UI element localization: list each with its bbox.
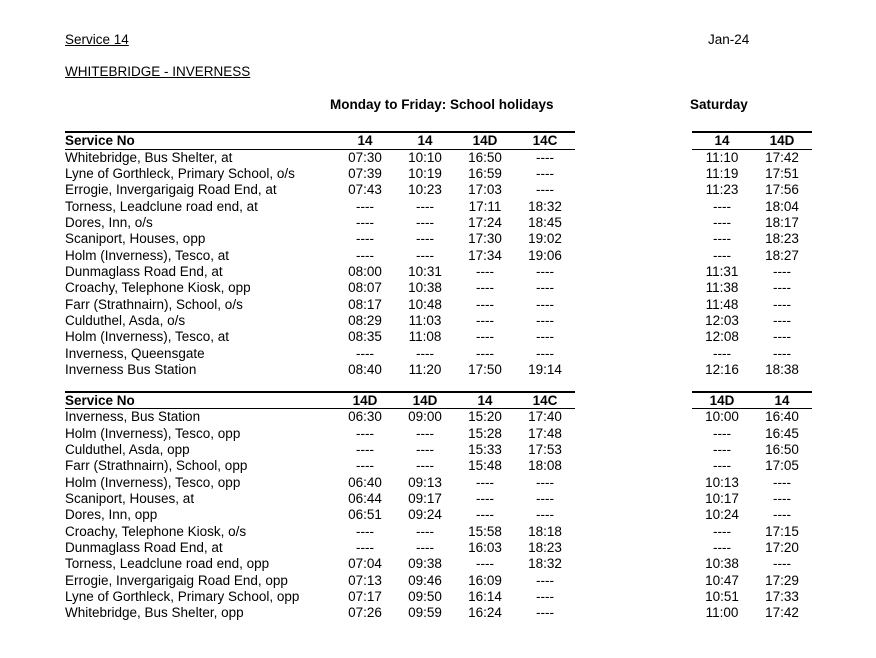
time-cell: ---- bbox=[356, 198, 374, 214]
table-gap bbox=[575, 409, 692, 425]
time-cell: 16:59 bbox=[468, 165, 502, 181]
table-gap bbox=[575, 199, 692, 215]
time-cell: 18:38 bbox=[765, 361, 799, 377]
time-cell: ---- bbox=[356, 214, 374, 230]
service-code: 14 bbox=[752, 391, 812, 410]
table-gap bbox=[575, 166, 692, 182]
table-gap bbox=[575, 182, 692, 198]
time-cell: ---- bbox=[476, 345, 494, 361]
table-gap bbox=[575, 605, 692, 621]
time-cell: 17:51 bbox=[765, 165, 799, 181]
table-gap bbox=[575, 329, 692, 345]
time-cell: 08:35 bbox=[348, 329, 382, 345]
time-cell: 07:39 bbox=[348, 165, 382, 181]
time-cell: ---- bbox=[476, 507, 494, 523]
service-code: 14 bbox=[395, 131, 455, 150]
time-cell: 17:24 bbox=[468, 214, 502, 230]
time-cell: 09:50 bbox=[408, 589, 442, 605]
table-gap bbox=[575, 313, 692, 329]
table-gap bbox=[575, 491, 692, 507]
time-cell: 11:31 bbox=[705, 263, 739, 279]
time-cell: ---- bbox=[416, 231, 434, 247]
time-cell: ---- bbox=[713, 442, 731, 457]
weekday-heading: Monday to Friday: School holidays bbox=[330, 97, 554, 112]
time-cell: 18:45 bbox=[528, 214, 562, 230]
time-cell: ---- bbox=[713, 247, 731, 263]
time-cell: 10:48 bbox=[408, 296, 442, 312]
time-cell: 16:50 bbox=[765, 442, 799, 457]
table-gap bbox=[575, 442, 692, 458]
time-cell: 11:19 bbox=[705, 165, 739, 181]
stop-name: Scaniport, Houses, at bbox=[65, 491, 195, 507]
table-gap bbox=[575, 524, 692, 540]
time-cell: ---- bbox=[773, 507, 791, 523]
stop-name: Culduthel, Asda, o/s bbox=[65, 312, 186, 328]
table-gap bbox=[575, 297, 692, 313]
time-cell: 15:58 bbox=[468, 523, 502, 539]
time-cell: 18:08 bbox=[528, 458, 562, 474]
stop-name: Inverness, Bus Station bbox=[65, 409, 201, 425]
stop-name: Lyne of Gorthleck, Primary School, o/s bbox=[65, 165, 295, 181]
time-cell: 10:19 bbox=[408, 165, 442, 181]
stop-name: Dunmaglass Road End, at bbox=[65, 540, 223, 556]
time-cell: 08:00 bbox=[348, 263, 382, 279]
time-cell: ---- bbox=[536, 589, 554, 605]
time-cell: ---- bbox=[536, 605, 554, 621]
time-cell: 06:51 bbox=[348, 507, 382, 523]
time-cell: ---- bbox=[476, 556, 494, 572]
time-cell: 09:24 bbox=[408, 507, 442, 523]
time-cell: 17:03 bbox=[468, 182, 502, 198]
time-cell: 07:30 bbox=[348, 149, 382, 165]
time-cell: 15:20 bbox=[468, 409, 502, 425]
time-cell: ---- bbox=[416, 458, 434, 474]
service-code: 14D bbox=[692, 391, 752, 410]
time-cell: 12:16 bbox=[705, 361, 739, 377]
time-cell: 16:40 bbox=[765, 409, 799, 425]
time-cell: ---- bbox=[536, 345, 554, 361]
stop-name: Errogie, Invergarigaig Road End, at bbox=[65, 182, 277, 198]
time-cell: 07:04 bbox=[348, 556, 382, 572]
time-cell: ---- bbox=[476, 280, 494, 296]
table-gap bbox=[575, 280, 692, 296]
time-cell: ---- bbox=[416, 442, 434, 457]
time-cell: ---- bbox=[773, 280, 791, 296]
time-cell: 09:17 bbox=[408, 491, 442, 507]
time-cell: ---- bbox=[536, 165, 554, 181]
time-cell: ---- bbox=[536, 572, 554, 588]
time-cell: ---- bbox=[713, 540, 731, 556]
table-gap bbox=[575, 150, 692, 166]
time-cell: 18:27 bbox=[765, 247, 799, 263]
time-cell: 10:10 bbox=[408, 149, 442, 165]
stop-name: Holm (Inverness), Tesco, at bbox=[65, 247, 230, 263]
time-cell: ---- bbox=[536, 491, 554, 507]
table-gap bbox=[575, 475, 692, 491]
time-cell: 09:46 bbox=[408, 572, 442, 588]
time-cell: ---- bbox=[713, 458, 731, 474]
stop-name: Whitebridge, Bus Shelter, opp bbox=[65, 605, 244, 621]
time-cell: ---- bbox=[713, 425, 731, 441]
time-cell: ---- bbox=[476, 312, 494, 328]
time-cell: 17:15 bbox=[765, 523, 799, 539]
time-cell: 17:33 bbox=[765, 589, 799, 605]
time-cell: ---- bbox=[536, 507, 554, 523]
time-cell: 18:32 bbox=[528, 556, 562, 572]
time-cell: 16:09 bbox=[468, 572, 502, 588]
stop-name: Farr (Strathnairn), School, o/s bbox=[65, 296, 243, 312]
time-cell: ---- bbox=[713, 345, 731, 361]
service-title: Service 14 bbox=[65, 32, 129, 47]
table-gap bbox=[575, 362, 692, 378]
stop-name: Torness, Leadclune road end, opp bbox=[65, 556, 270, 572]
stop-name: Inverness, Queensgate bbox=[65, 345, 205, 361]
time-cell: 18:18 bbox=[528, 523, 562, 539]
service-code: 14D bbox=[335, 391, 395, 410]
time-cell: 10:38 bbox=[408, 280, 442, 296]
table-gap bbox=[575, 264, 692, 280]
time-cell: 15:33 bbox=[468, 442, 502, 457]
time-cell: ---- bbox=[536, 312, 554, 328]
table-gap bbox=[575, 231, 692, 247]
time-cell: 17:20 bbox=[765, 540, 799, 556]
table-gap bbox=[575, 426, 692, 442]
time-cell: ---- bbox=[476, 491, 494, 507]
time-cell: ---- bbox=[356, 540, 374, 556]
time-cell: ---- bbox=[356, 345, 374, 361]
time-cell: 16:24 bbox=[468, 605, 502, 621]
time-cell: 17:42 bbox=[765, 605, 799, 621]
timetable-whitebridge-to-inverness bbox=[65, 131, 812, 378]
stop-name: Inverness Bus Station bbox=[65, 361, 197, 377]
time-cell: 11:20 bbox=[408, 361, 442, 377]
table-gap bbox=[575, 346, 692, 362]
time-cell: 18:17 bbox=[765, 214, 799, 230]
service-code: 14C bbox=[515, 391, 575, 410]
service-no-label: Service No bbox=[65, 391, 335, 410]
date-label: Jan-24 bbox=[708, 32, 750, 47]
time-cell: 08:17 bbox=[348, 296, 382, 312]
time-cell: ---- bbox=[476, 263, 494, 279]
time-cell: 10:00 bbox=[705, 409, 739, 425]
time-cell: ---- bbox=[536, 329, 554, 345]
time-cell: 11:23 bbox=[705, 182, 739, 198]
time-cell: 10:51 bbox=[705, 589, 739, 605]
time-cell: 11:48 bbox=[705, 296, 739, 312]
timetable-inverness-to-whitebridge bbox=[65, 391, 812, 622]
time-cell: 16:50 bbox=[468, 149, 502, 165]
time-cell: 09:59 bbox=[408, 605, 442, 621]
time-cell: 16:14 bbox=[468, 589, 502, 605]
time-cell: 08:07 bbox=[348, 280, 382, 296]
time-cell: 18:23 bbox=[765, 231, 799, 247]
stop-name: Dores, Inn, o/s bbox=[65, 214, 153, 230]
time-cell: ---- bbox=[476, 329, 494, 345]
time-cell: ---- bbox=[536, 296, 554, 312]
time-cell: 10:13 bbox=[705, 474, 739, 490]
route-title: WHITEBRIDGE - INVERNESS bbox=[65, 64, 251, 79]
time-cell: 07:43 bbox=[348, 182, 382, 198]
stop-name: Holm (Inverness), Tesco, opp bbox=[65, 474, 241, 490]
time-cell: 15:48 bbox=[468, 458, 502, 474]
timetables bbox=[65, 131, 812, 622]
stop-name: Whitebridge, Bus Shelter, at bbox=[65, 149, 233, 165]
time-cell: 11:38 bbox=[705, 280, 739, 296]
table-gap bbox=[575, 540, 692, 556]
time-cell: 06:40 bbox=[348, 474, 382, 490]
time-cell: 12:08 bbox=[705, 329, 739, 345]
time-cell: 09:00 bbox=[408, 409, 442, 425]
time-cell: 06:44 bbox=[348, 491, 382, 507]
stop-name: Holm (Inverness), Tesco, at bbox=[65, 329, 230, 345]
time-cell: 11:00 bbox=[705, 605, 739, 621]
time-cell: 17:05 bbox=[765, 458, 799, 474]
time-cell: 07:17 bbox=[348, 589, 382, 605]
table-gap bbox=[575, 458, 692, 474]
time-cell: ---- bbox=[536, 149, 554, 165]
time-cell: ---- bbox=[416, 523, 434, 539]
service-code: 14 bbox=[455, 391, 515, 410]
time-cell: ---- bbox=[356, 442, 374, 457]
table-gap bbox=[575, 589, 692, 605]
time-cell: 15:28 bbox=[468, 425, 502, 441]
time-cell: 17:53 bbox=[528, 442, 562, 457]
time-cell: ---- bbox=[416, 214, 434, 230]
time-cell: 09:38 bbox=[408, 556, 442, 572]
time-cell: 18:23 bbox=[528, 540, 562, 556]
time-cell: 10:31 bbox=[408, 263, 442, 279]
service-code: 14D bbox=[455, 131, 515, 150]
time-cell: 17:40 bbox=[528, 409, 562, 425]
stop-name: Lyne of Gorthleck, Primary School, opp bbox=[65, 589, 300, 605]
time-cell: 10:24 bbox=[705, 507, 739, 523]
stop-name: Croachy, Telephone Kiosk, o/s bbox=[65, 523, 247, 539]
stop-name: Errogie, Invergarigaig Road End, opp bbox=[65, 572, 288, 588]
service-code: 14 bbox=[335, 131, 395, 150]
time-cell: ---- bbox=[536, 263, 554, 279]
time-cell: 19:14 bbox=[528, 361, 562, 377]
time-cell: ---- bbox=[773, 312, 791, 328]
time-cell: 16:45 bbox=[765, 425, 799, 441]
time-cell: 08:40 bbox=[348, 361, 382, 377]
time-cell: 17:56 bbox=[765, 182, 799, 198]
time-cell: 07:13 bbox=[348, 572, 382, 588]
table-gap bbox=[575, 556, 692, 572]
saturday-heading: Saturday bbox=[690, 97, 748, 112]
time-cell: 10:38 bbox=[705, 556, 739, 572]
stop-name: Holm (Inverness), Tesco, opp bbox=[65, 425, 241, 441]
service-no-label: Service No bbox=[65, 131, 335, 150]
time-cell: ---- bbox=[356, 425, 374, 441]
time-cell: ---- bbox=[773, 263, 791, 279]
time-cell: 17:48 bbox=[528, 425, 562, 441]
time-cell: ---- bbox=[773, 491, 791, 507]
time-cell: ---- bbox=[536, 182, 554, 198]
time-cell: 07:26 bbox=[348, 605, 382, 621]
time-cell: ---- bbox=[416, 198, 434, 214]
time-cell: ---- bbox=[416, 540, 434, 556]
time-cell: 17:34 bbox=[468, 247, 502, 263]
stop-name: Farr (Strathnairn), School, opp bbox=[65, 458, 248, 474]
time-cell: ---- bbox=[773, 329, 791, 345]
time-cell: 19:06 bbox=[528, 247, 562, 263]
time-cell: 17:29 bbox=[765, 572, 799, 588]
time-cell: 10:17 bbox=[705, 491, 739, 507]
time-cell: ---- bbox=[476, 474, 494, 490]
stop-name: Scaniport, Houses, opp bbox=[65, 231, 206, 247]
time-cell: 12:03 bbox=[705, 312, 739, 328]
time-cell: 06:30 bbox=[348, 409, 382, 425]
time-cell: ---- bbox=[536, 474, 554, 490]
time-cell: ---- bbox=[356, 231, 374, 247]
time-cell: 10:47 bbox=[705, 572, 739, 588]
time-cell: 17:30 bbox=[468, 231, 502, 247]
table-gap bbox=[575, 507, 692, 523]
time-cell: ---- bbox=[773, 296, 791, 312]
table-gap bbox=[575, 391, 692, 410]
time-cell: ---- bbox=[713, 523, 731, 539]
time-cell: ---- bbox=[356, 458, 374, 474]
stop-name: Torness, Leadclune road end, at bbox=[65, 198, 258, 214]
time-cell: ---- bbox=[416, 345, 434, 361]
time-cell: 18:32 bbox=[528, 198, 562, 214]
stop-name: Culduthel, Asda, opp bbox=[65, 442, 190, 457]
stop-name: Dores, Inn, opp bbox=[65, 507, 158, 523]
time-cell: ---- bbox=[713, 231, 731, 247]
time-cell: 11:08 bbox=[408, 329, 442, 345]
time-cell: ---- bbox=[773, 474, 791, 490]
time-cell: 08:29 bbox=[348, 312, 382, 328]
table-gap bbox=[575, 215, 692, 231]
table-gap bbox=[575, 573, 692, 589]
table-gap bbox=[575, 248, 692, 264]
time-cell: ---- bbox=[416, 425, 434, 441]
time-cell: ---- bbox=[356, 247, 374, 263]
stop-name: Croachy, Telephone Kiosk, opp bbox=[65, 280, 251, 296]
time-cell: 10:23 bbox=[408, 182, 442, 198]
table-gap bbox=[575, 131, 692, 150]
time-cell: 09:13 bbox=[408, 474, 442, 490]
time-cell: 17:42 bbox=[765, 149, 799, 165]
time-cell: 17:50 bbox=[468, 361, 502, 377]
time-cell: 17:11 bbox=[468, 198, 502, 214]
time-cell: ---- bbox=[476, 296, 494, 312]
time-cell: 16:03 bbox=[468, 540, 502, 556]
time-cell: ---- bbox=[536, 280, 554, 296]
time-cell: 19:02 bbox=[528, 231, 562, 247]
time-cell: 11:10 bbox=[705, 149, 739, 165]
service-code: 14D bbox=[752, 131, 812, 150]
service-code: 14 bbox=[692, 131, 752, 150]
time-cell: ---- bbox=[356, 523, 374, 539]
time-cell: 18:04 bbox=[765, 198, 799, 214]
service-code: 14C bbox=[515, 131, 575, 150]
time-cell: 11:03 bbox=[408, 312, 442, 328]
time-cell: ---- bbox=[773, 556, 791, 572]
stop-name: Dunmaglass Road End, at bbox=[65, 263, 223, 279]
time-cell: ---- bbox=[713, 198, 731, 214]
time-cell: ---- bbox=[416, 247, 434, 263]
time-cell: ---- bbox=[713, 214, 731, 230]
service-code: 14D bbox=[395, 391, 455, 410]
time-cell: ---- bbox=[773, 345, 791, 361]
